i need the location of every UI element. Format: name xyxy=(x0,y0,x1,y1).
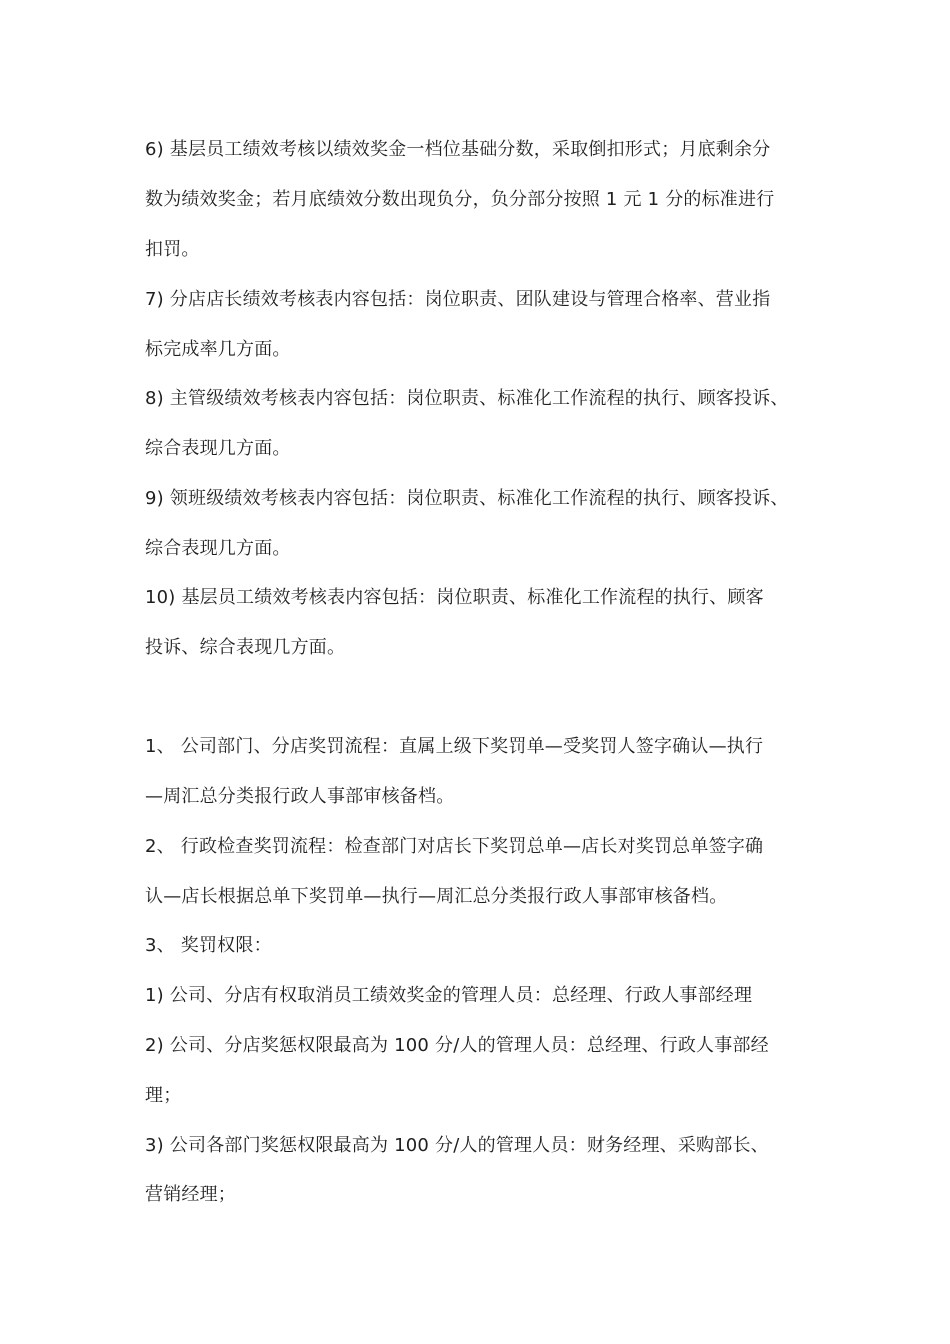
text-line: 投诉、综合表现几方面。 xyxy=(145,637,346,658)
text-line: 3) 公司各部门奖惩权限最高为 100 分/人的管理人员：财务经理、采购部长、 xyxy=(145,1135,769,1156)
text-line: 扣罚。 xyxy=(145,239,200,260)
text-line: 综合表现几方面。 xyxy=(145,538,291,559)
text-line: 6) 基层员工绩效考核以绩效奖金一档位基础分数，采取倒扣形式；月底剩余分 xyxy=(145,139,771,160)
text-line: 1) 公司、分店有权取消员工绩效奖金的管理人员：总经理、行政人事部经理 xyxy=(145,985,753,1006)
text-line: 营销经理； xyxy=(145,1184,236,1205)
text-line: 8) 主管级绩效考核表内容包括：岗位职责、标准化工作流程的执行、顾客投诉、 xyxy=(145,388,789,409)
text-line: 9) 领班级绩效考核表内容包括：岗位职责、标准化工作流程的执行、顾客投诉、 xyxy=(145,488,789,509)
text-line: 2、 行政检查奖罚流程：检查部门对店长下奖罚总单—店长对奖罚总单签字确 xyxy=(145,836,764,857)
text-line: 3、 奖罚权限： xyxy=(145,935,272,956)
text-line: 7) 分店店长绩效考核表内容包括：岗位职责、团队建设与管理合格率、营业指 xyxy=(145,289,771,310)
text-line: 10) 基层员工绩效考核表内容包括：岗位职责、标准化工作流程的执行、顾客 xyxy=(145,587,764,608)
text-line: 1、 公司部门、分店奖罚流程：直属上级下奖罚单—受奖罚人签字确认—执行 xyxy=(145,736,764,757)
text-line: 数为绩效奖金；若月底绩效分数出现负分，负分部分按照 1 元 1 分的标准进行 xyxy=(145,189,775,210)
text-line: —周汇总分类报行政人事部审核备档。 xyxy=(145,786,455,807)
text-line: 标完成率几方面。 xyxy=(145,339,291,360)
text-line: 理； xyxy=(145,1085,182,1106)
text-line: 认—店长根据总单下奖罚单—执行—周汇总分类报行政人事部审核备档。 xyxy=(145,886,728,907)
text-line: 2) 公司、分店奖惩权限最高为 100 分/人的管理人员：总经理、行政人事部经 xyxy=(145,1035,769,1056)
text-line: 综合表现几方面。 xyxy=(145,438,291,459)
